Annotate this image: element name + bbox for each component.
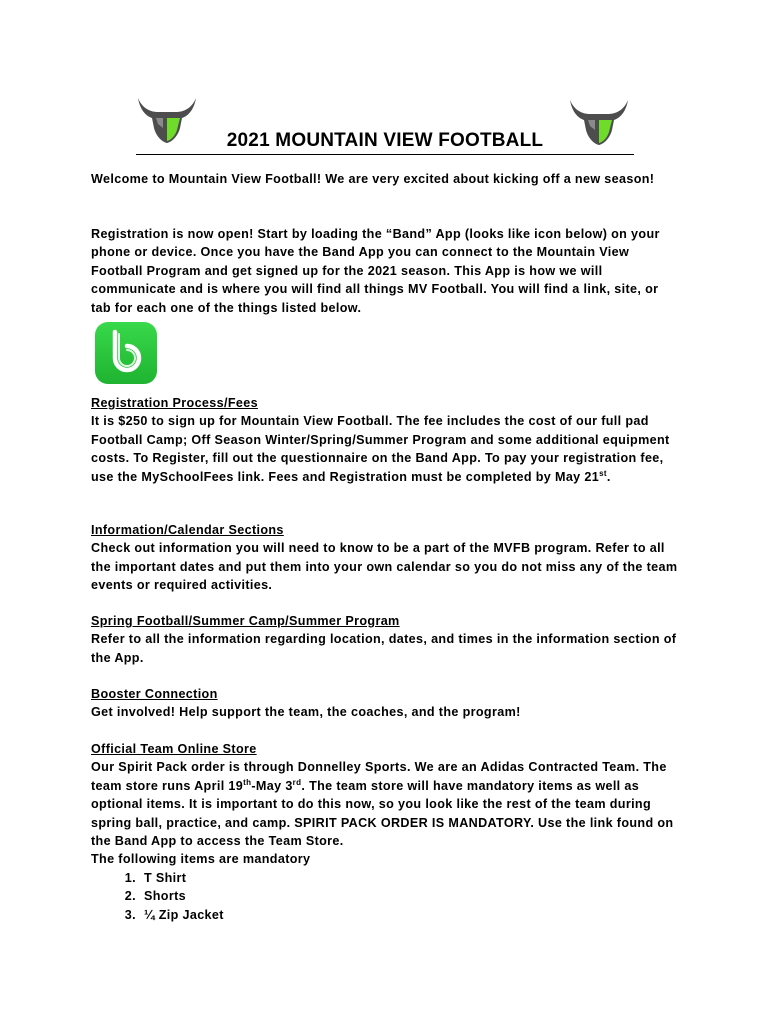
list-item: 1. T Shirt (124, 870, 187, 885)
section-heading: Registration Process/Fees (91, 396, 258, 410)
list-item: 2. Shorts (124, 889, 186, 904)
store-section (91, 740, 681, 924)
section-heading: Spring Football/Summer Camp/Summer Program (91, 614, 400, 628)
section-heading: Information/Calendar Sections (91, 523, 284, 537)
spring-section (91, 612, 681, 667)
band-app-icon (95, 322, 157, 384)
list-item: 3. ¼ Zip Jacket (124, 907, 224, 922)
section-text: Our Spirit Pack order is through Donnelley Sports. We are an Adidas Contracted Team. The team store runs April 19th-May 3rd. The team store will have mandatory items as well as optional items. It is important to do this now, so you look like the rest of the team during spring ball, practice, and camp. SPIRIT PACK ORDER IS MANDATORY. Use the link found on the Band App to access the Team Store. (91, 760, 674, 849)
information-section (91, 521, 681, 595)
booster-section (91, 685, 681, 722)
section-heading: Official Team Online Store (91, 742, 257, 756)
section-text: Check out information you will need to know to be a part of the MVFB program. Refer to all the important dates and put them into your own calendar so you do not miss any of the team events or required activities. (91, 541, 678, 593)
section-text: Refer to all the information regarding location, dates, and times in the information section of the App. (91, 632, 677, 665)
section-heading: Booster Connection (91, 687, 218, 701)
band-b-glyph-icon (95, 322, 157, 384)
section-text: It is $250 to sign up for Mountain View Football. The fee includes the cost of our full pad Football Camp; Off Season Winter/Spring/Summer Program and some additional equipment costs. To Register, fill out the questionnaire on the Band App. To pay your registration fee, use the MySchoolFees link. Fees and Registration must be completed by May 21st. (91, 414, 670, 484)
registration-section (91, 394, 681, 486)
list-intro: The following items are mandatory (91, 852, 311, 867)
intro-registration: Registration is now open! Start by loading the “Band” App (looks like icon below) on your phone or device. Once you have the Band App you can connect to the Mountain View Football Program and get signed up for the 2021 season. This App is how we will communicate and is where you will find all things MV Football. You will find a link, site, or tab for each one of the things listed below. (91, 227, 660, 315)
mandatory-items-list (91, 869, 681, 924)
intro-welcome: Welcome to Mountain View Football! We are very excited about kicking off a new season! (91, 172, 655, 186)
section-text: Get involved! Help support the team, the coaches, and the program! (91, 705, 521, 720)
page-title: 2021 MOUNTAIN VIEW FOOTBALL (136, 130, 634, 155)
